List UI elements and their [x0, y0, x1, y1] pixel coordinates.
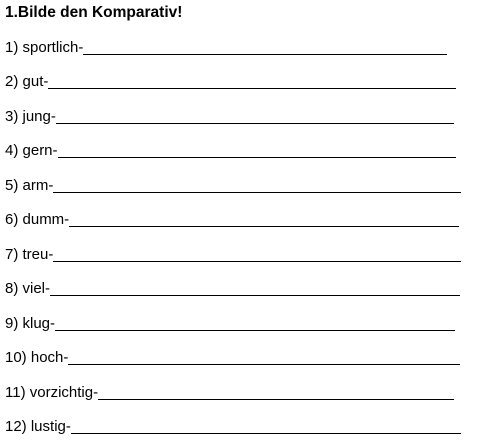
exercise-line — [5, 37, 447, 57]
exercise-label: 2) gut- — [5, 73, 49, 90]
answer-blank[interactable] — [50, 281, 460, 296]
exercise-label: 3) jung- — [5, 108, 56, 125]
answer-blank[interactable] — [53, 247, 461, 262]
exercise-line — [5, 175, 461, 195]
answer-blank[interactable] — [71, 419, 461, 434]
exercise-line — [5, 140, 456, 160]
exercise-label: 5) arm- — [5, 177, 54, 194]
exercise-label: 1) sportlich- — [5, 39, 84, 56]
exercise-label: 11) vorzichtig- — [5, 384, 99, 401]
exercise-label: 4) gern- — [5, 142, 58, 159]
answer-blank[interactable] — [69, 212, 459, 227]
exercise-line — [5, 71, 456, 91]
answer-blank[interactable] — [58, 143, 456, 158]
answer-blank[interactable] — [68, 350, 460, 365]
exercise-label: 10) hoch- — [5, 349, 69, 366]
exercise-line — [5, 347, 460, 367]
exercise-line — [5, 278, 460, 298]
exercise-label: 7) treu- — [5, 246, 54, 263]
exercise-line — [5, 382, 454, 402]
answer-blank[interactable] — [48, 74, 456, 89]
answer-blank[interactable] — [56, 109, 454, 124]
answer-blank[interactable] — [53, 178, 461, 193]
exercise-line — [5, 209, 459, 229]
exercise-title: 1.Bilde den Komparativ! — [5, 4, 183, 21]
exercise-label: 9) klug- — [5, 315, 56, 332]
answer-blank[interactable] — [83, 40, 447, 55]
exercise-label: 12) lustig- — [5, 418, 71, 435]
exercise-line — [5, 244, 461, 264]
exercise-line — [5, 313, 455, 333]
exercise-label: 6) dumm- — [5, 211, 70, 228]
exercise-label: 8) viel- — [5, 280, 51, 297]
answer-blank[interactable] — [55, 316, 455, 331]
exercise-line — [5, 106, 454, 126]
answer-blank[interactable] — [98, 385, 454, 400]
exercise-line — [5, 416, 461, 436]
